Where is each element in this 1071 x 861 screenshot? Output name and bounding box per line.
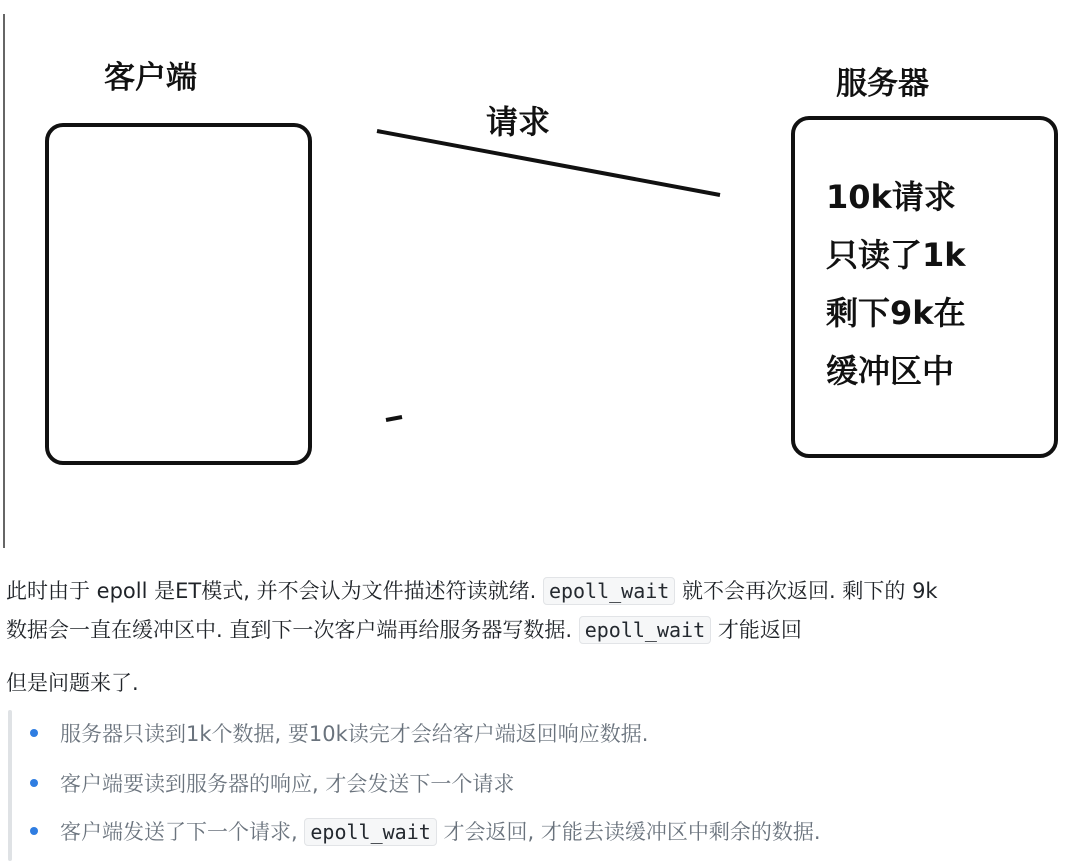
text-span: 数据会一直在缓冲区中. 直到下一次客户端再给服务器写数据. — [6, 618, 573, 642]
server-text — [826, 168, 966, 400]
text-span: 才能返回 — [717, 618, 802, 642]
server-text-line: 缓冲区中 — [826, 352, 955, 390]
list-item — [30, 718, 648, 748]
inline-code-epoll-wait: epoll_wait — [304, 818, 436, 846]
server-label: 服务器 — [836, 66, 929, 102]
list-item-text: 客户端发送了下一个请求, — [60, 820, 298, 844]
list-item — [30, 768, 514, 798]
list-item-text: 服务器只读到1k个数据, 要10k读完才会给客户端返回响应数据. — [60, 722, 649, 746]
client-box — [47, 125, 310, 463]
list-item-text: 才会返回, 才能去读缓冲区中剩余的数据. — [443, 820, 821, 844]
server-text-line: 10k请求 — [826, 178, 956, 216]
text-span: 此时由于 epoll 是ET模式, 并不会认为文件描述符读就绪. — [6, 579, 537, 603]
list-item-text: 客户端要读到服务器的响应, 才会发送下一个请求 — [60, 772, 515, 796]
list-item — [30, 816, 821, 846]
bullet-dot-icon — [30, 827, 38, 835]
bullet-dot-icon — [30, 729, 38, 737]
stray-mark — [386, 417, 402, 420]
blockquote — [6, 710, 1066, 861]
paragraph-1-line-2 — [6, 611, 938, 650]
blockquote-bar — [8, 710, 12, 861]
inline-code-epoll-wait: epoll_wait — [579, 616, 711, 644]
server-text-line: 剩下9k在 — [826, 294, 966, 332]
paragraph-1 — [6, 572, 938, 650]
text-span: 就不会再次返回. 剩下的 9k — [682, 579, 938, 603]
paragraph-2: 但是问题来了. — [6, 671, 139, 695]
paragraph-1-line-1 — [6, 572, 938, 611]
request-label: 请求 — [486, 103, 551, 141]
server-text-line: 只读了1k — [826, 236, 966, 274]
bullet-dot-icon — [30, 779, 38, 787]
client-label: 客户端 — [104, 60, 197, 96]
inline-code-epoll-wait: epoll_wait — [543, 577, 675, 605]
